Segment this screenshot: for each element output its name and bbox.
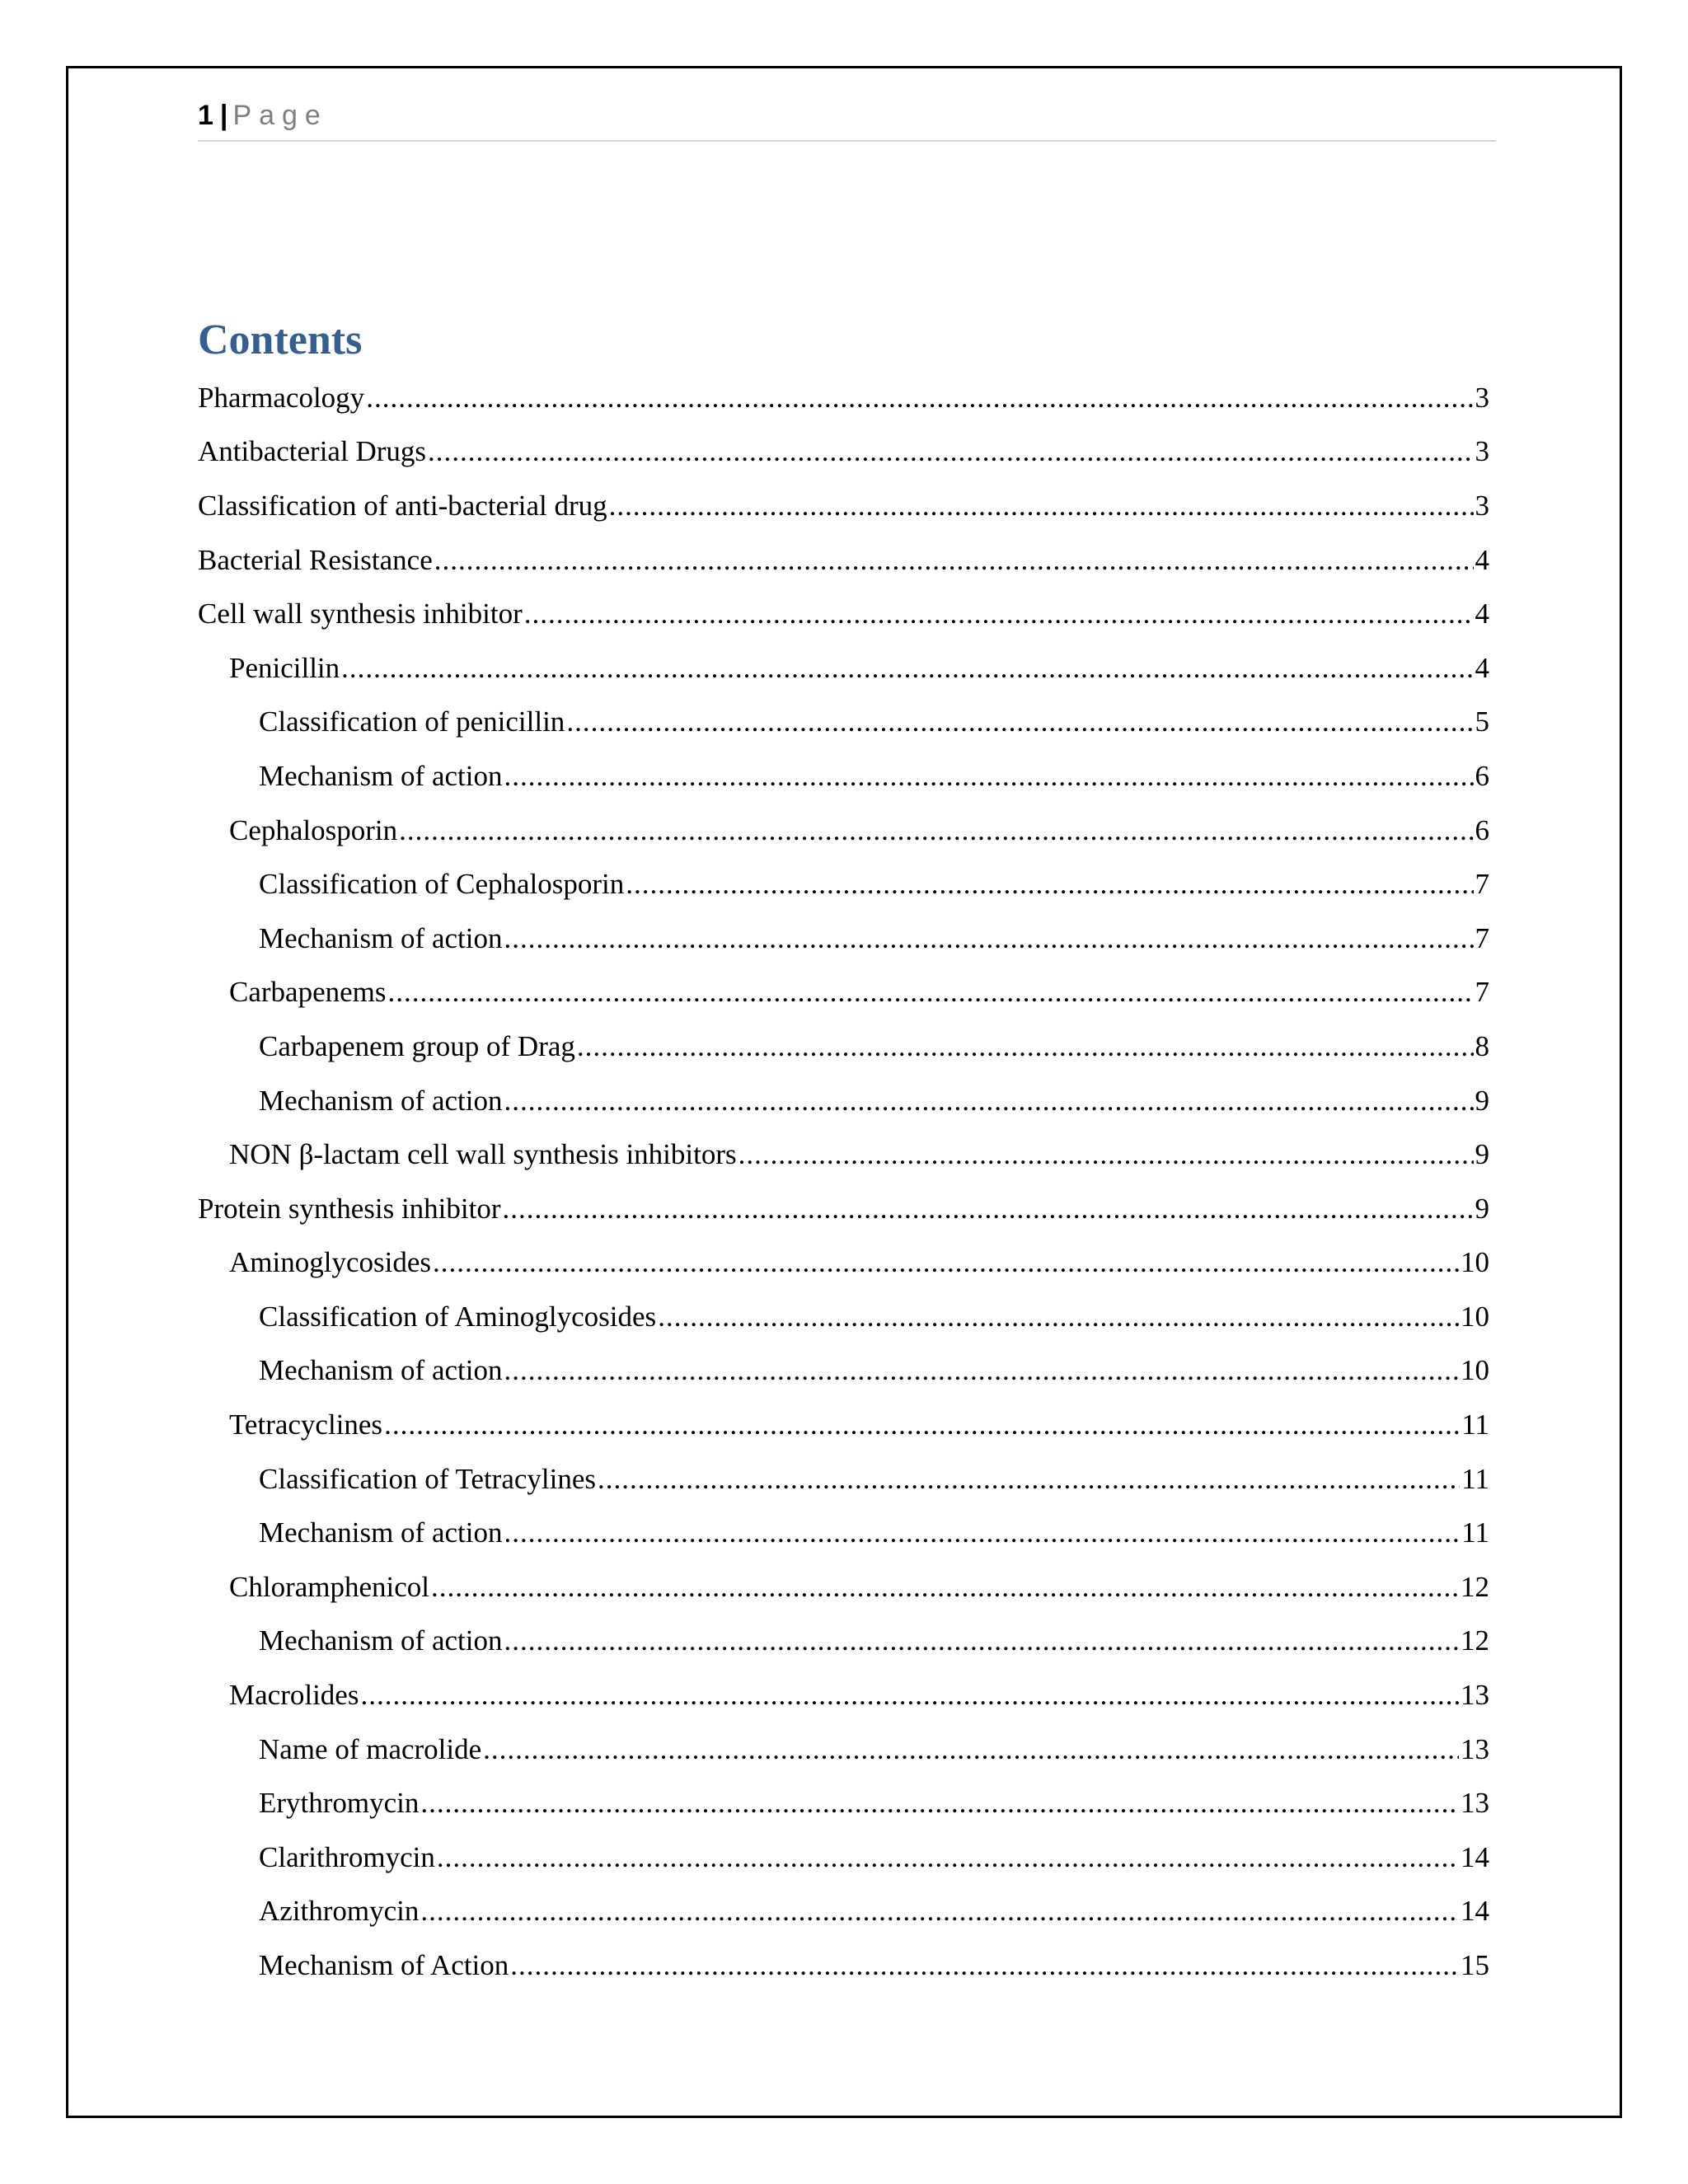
toc-entry-page-number[interactable]: 4 (1475, 651, 1489, 684)
toc-entry[interactable] (198, 749, 1489, 804)
toc-entry-title[interactable]: Protein synthesis inhibitor (198, 1192, 501, 1225)
header-separator: | (219, 100, 228, 131)
toc-entry[interactable] (198, 1560, 1489, 1615)
toc-entry[interactable] (198, 1776, 1489, 1830)
toc-dot-leader (524, 598, 1474, 630)
toc-dot-leader (431, 1571, 1459, 1604)
toc-entry-page-number[interactable]: 11 (1461, 1408, 1489, 1441)
toc-dot-leader (598, 1463, 1460, 1496)
toc-entry-page-number[interactable]: 4 (1475, 543, 1489, 576)
toc-entry-page-number[interactable]: 5 (1475, 705, 1489, 738)
toc-entry[interactable] (198, 641, 1489, 696)
toc-entry[interactable] (198, 966, 1489, 1020)
toc-entry-page-number[interactable]: 9 (1475, 1192, 1489, 1225)
toc-entry-title[interactable]: Classification of Aminoglycosides (259, 1300, 657, 1333)
header-page-number: 1 (198, 100, 213, 131)
toc-entry-page-number[interactable]: 12 (1461, 1570, 1489, 1603)
toc-entry[interactable] (198, 1938, 1489, 1993)
toc-entry-page-number[interactable]: 3 (1475, 489, 1489, 522)
toc-entry[interactable] (198, 587, 1489, 641)
toc-entry-title[interactable]: Tetracyclines (229, 1408, 383, 1441)
toc-entry[interactable] (198, 425, 1489, 480)
toc-entry[interactable] (198, 1074, 1489, 1128)
toc-entry[interactable] (198, 1615, 1489, 1669)
toc-entry-page-number[interactable]: 14 (1461, 1895, 1489, 1928)
toc-entry-page-number[interactable]: 9 (1475, 1084, 1489, 1117)
toc-entry-page-number[interactable]: 6 (1475, 813, 1489, 846)
toc-entry[interactable] (198, 1127, 1489, 1182)
toc-entry-title[interactable]: Antibacterial Drugs (198, 435, 426, 468)
toc-dot-leader (433, 1246, 1459, 1279)
toc-entry-page-number[interactable]: 13 (1461, 1787, 1489, 1820)
toc-dot-leader (609, 490, 1474, 523)
toc-entry[interactable] (198, 1019, 1489, 1074)
toc-dot-leader (387, 976, 1473, 1009)
toc-entry[interactable] (198, 912, 1489, 966)
toc-entry[interactable] (198, 1182, 1489, 1236)
toc-entry-title[interactable]: Classification of anti-bacterial drug (198, 489, 607, 522)
toc-entry-title[interactable]: Cephalosporin (229, 813, 398, 846)
toc-dot-leader (510, 1949, 1459, 1982)
toc-dot-leader (658, 1301, 1459, 1333)
toc-entry[interactable] (198, 1398, 1489, 1452)
toc-entry-title[interactable]: Name of macrolide (259, 1732, 482, 1765)
toc-entry[interactable] (198, 479, 1489, 533)
toc-entry[interactable] (198, 1668, 1489, 1722)
toc-entry-title[interactable]: Cell wall synthesis inhibitor (198, 598, 523, 630)
toc-entry-title[interactable]: Mechanism of action (259, 1624, 503, 1657)
toc-entry-page-number[interactable]: 11 (1461, 1462, 1489, 1495)
table-of-contents (198, 371, 1489, 1993)
toc-entry-title[interactable]: Bacterial Resistance (198, 543, 433, 576)
toc-entry-title[interactable]: Clarithromycin (259, 1840, 435, 1873)
toc-entry-title[interactable]: Carbapenems (229, 976, 387, 1009)
toc-entry-page-number[interactable]: 7 (1475, 976, 1489, 1009)
toc-entry[interactable] (198, 1885, 1489, 1939)
toc-entry-page-number[interactable]: 10 (1461, 1300, 1489, 1333)
toc-entry-title[interactable]: Classification of penicillin (259, 705, 565, 738)
toc-entry-page-number[interactable]: 9 (1475, 1138, 1489, 1171)
toc-entry-title[interactable]: Classification of Cephalosporin (259, 868, 625, 901)
toc-entry-page-number[interactable]: 6 (1475, 759, 1489, 792)
toc-dot-leader (504, 1085, 1473, 1118)
toc-entry-page-number[interactable]: 13 (1461, 1732, 1489, 1765)
toc-dot-leader (434, 544, 1474, 577)
toc-entry-page-number[interactable]: 7 (1475, 921, 1489, 954)
toc-entry[interactable] (198, 1290, 1489, 1344)
toc-entry-title[interactable]: Erythromycin (259, 1787, 420, 1820)
toc-entry-title[interactable]: Penicillin (229, 651, 340, 684)
toc-entry-page-number[interactable]: 15 (1461, 1949, 1489, 1982)
header-page-word: Page (232, 100, 328, 131)
toc-dot-leader (504, 1516, 1460, 1549)
toc-dot-leader (428, 435, 1474, 468)
toc-entry[interactable] (198, 533, 1489, 588)
toc-entry-title[interactable]: Chloramphenicol (229, 1570, 430, 1603)
toc-dot-leader (504, 922, 1473, 955)
toc-entry-page-number[interactable]: 4 (1475, 598, 1489, 630)
toc-entry-page-number[interactable]: 12 (1461, 1624, 1489, 1657)
toc-entry-title[interactable]: Mechanism of action (259, 1354, 503, 1387)
toc-entry-title[interactable]: Classification of Tetracylines (259, 1462, 597, 1495)
toc-entry-page-number[interactable]: 11 (1461, 1516, 1489, 1549)
page-header (198, 97, 1496, 142)
toc-dot-leader (566, 705, 1473, 738)
toc-dot-leader (399, 814, 1473, 847)
toc-dot-leader (420, 1787, 1459, 1820)
toc-entry-title[interactable]: Azithromycin (259, 1895, 420, 1928)
toc-entry-page-number[interactable]: 10 (1461, 1354, 1489, 1387)
toc-entry[interactable] (198, 1506, 1489, 1560)
toc-entry[interactable] (198, 857, 1489, 912)
toc-dot-leader (504, 1354, 1459, 1387)
toc-entry-title[interactable]: Mechanism of action (259, 1516, 503, 1549)
toc-entry[interactable] (198, 1830, 1489, 1885)
toc-entry[interactable] (198, 371, 1489, 425)
toc-dot-leader (626, 868, 1473, 901)
toc-entry-title[interactable]: Mechanism of action (259, 759, 503, 792)
toc-entry-page-number[interactable]: 13 (1461, 1679, 1489, 1712)
toc-entry-title[interactable]: Mechanism of action (259, 1084, 503, 1117)
toc-dot-leader (577, 1030, 1474, 1063)
toc-dot-leader (341, 652, 1473, 685)
toc-entry-title[interactable]: Macrolides (229, 1679, 359, 1712)
toc-entry[interactable] (198, 1722, 1489, 1777)
toc-entry-title[interactable]: Mechanism of Action (259, 1949, 509, 1982)
toc-entry-page-number[interactable]: 8 (1475, 1029, 1489, 1062)
toc-entry[interactable] (198, 1344, 1489, 1399)
toc-dot-leader (504, 1624, 1459, 1657)
toc-dot-leader (384, 1408, 1460, 1441)
toc-entry-page-number[interactable]: 7 (1475, 868, 1489, 901)
toc-entry-page-number[interactable]: 3 (1475, 381, 1489, 414)
toc-entry-title[interactable]: Mechanism of action (259, 921, 503, 954)
toc-entry[interactable] (198, 1452, 1489, 1507)
toc-entry-page-number[interactable]: 10 (1461, 1246, 1489, 1279)
toc-dot-leader (503, 1193, 1474, 1226)
toc-dot-leader (360, 1679, 1459, 1712)
toc-entry[interactable] (198, 804, 1489, 858)
toc-entry-title[interactable]: Carbapenem group of Drag (259, 1029, 575, 1062)
contents-title: Contents (198, 316, 363, 363)
toc-entry-page-number[interactable]: 3 (1475, 435, 1489, 468)
toc-entry[interactable] (198, 1236, 1489, 1291)
toc-dot-leader (483, 1733, 1459, 1766)
toc-dot-leader (437, 1841, 1459, 1874)
toc-dot-leader (738, 1138, 1474, 1171)
toc-entry-title[interactable]: Pharmacology (198, 381, 365, 414)
toc-entry-page-number[interactable]: 14 (1461, 1840, 1489, 1873)
toc-dot-leader (504, 760, 1473, 793)
toc-entry-title[interactable]: Aminoglycosides (229, 1246, 431, 1279)
toc-dot-leader (420, 1895, 1459, 1928)
toc-dot-leader (366, 382, 1473, 415)
toc-entry[interactable] (198, 696, 1489, 750)
toc-entry-title[interactable]: NON β-lactam cell wall synthesis inhibitors (229, 1138, 737, 1171)
